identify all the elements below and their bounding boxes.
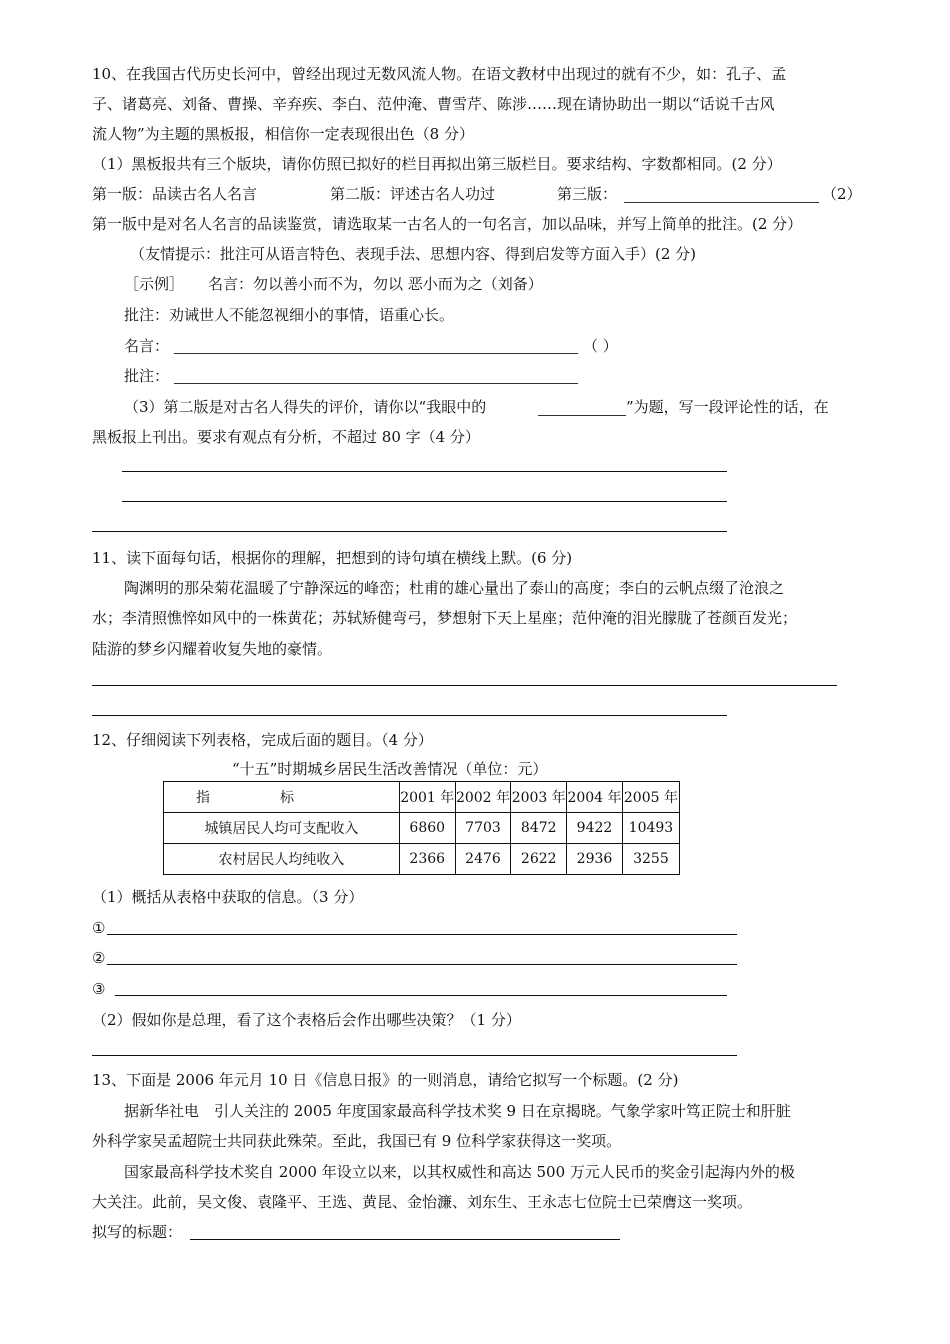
q10-answer-line-3[interactable] <box>92 531 727 532</box>
row-label-urban: 城镇居民人均可支配收入 <box>164 813 400 844</box>
q10-sub1: （1）黑板报共有三个版块，请你仿照已拟好的栏目再拟出第三版栏目。要求结构、字数都相同。(2 分） <box>92 155 782 173</box>
marker-3: ③ <box>92 980 106 998</box>
q13-paragraph-1b: 外科学家吴孟超院士共同获此殊荣。至此，我国已有 9 位科学家获得这一奖项。 <box>92 1132 622 1150</box>
q10-answer-line-2[interactable] <box>122 501 727 502</box>
headline-answer-line[interactable] <box>190 1239 620 1240</box>
q10-line-3: 流人物”为主题的黑板报，相信你一定表现很出色（8 分） <box>92 125 474 143</box>
example-tag: ［示例］ <box>124 275 185 293</box>
income-table <box>163 781 680 875</box>
q13-title: 13、下面是 2006 年元月 10 日《信息日报》的一则消息，请给它拟写一个标题。(2 分) <box>92 1071 679 1089</box>
q11-answer-line-1[interactable] <box>92 685 837 686</box>
table-header-label: 指 标 <box>164 782 400 813</box>
quote-author-paren: （ ） <box>583 337 618 355</box>
q10-sub3-end: ”为题，写一段评论性的话，在 <box>626 398 829 416</box>
q13-paragraph-2a: 国家最高科学技术奖自 2000 年设立以来，以其权威性和高达 500 万元人民币的奖金引起海内外的极 <box>124 1163 795 1181</box>
q11-answer-line-2[interactable] <box>92 715 727 716</box>
headline-label: 拟写的标题： <box>92 1223 183 1241</box>
q10-hint: （友情提示：批注可从语言特色、表现手法、思想内容、得到启发等方面入手）(2 分) <box>130 245 697 263</box>
q11-paragraph-3: 陆游的梦乡闪耀着收复失地的豪情。 <box>92 640 333 658</box>
q12-sub1: （1）概括从表格中获取的信息。（3 分） <box>92 888 364 906</box>
table-cell: 6860 <box>399 813 455 844</box>
q10-sub3-start: （3）第二版是对古名人得失的评价，请你以“我眼中的 <box>124 398 487 416</box>
marker-1: ① <box>92 919 106 937</box>
year-header: 2001 年 <box>399 782 455 813</box>
row-label-rural: 农村居民人均纯收入 <box>164 844 400 875</box>
table-cell: 8472 <box>511 813 567 844</box>
table-cell: 2936 <box>567 844 623 875</box>
q10-line-1: 10、在我国古代历史长河中，曾经出现过无数风流人物。在语文教材中出现过的就有不少，如：孔子、孟 <box>92 65 787 83</box>
table-cell: 3255 <box>622 844 679 875</box>
q10-sub2: 第一版中是对名人名言的品读鉴赏，请选取某一古名人的一句名言，加以品味，并写上简单的批注。(2 分） <box>92 215 803 233</box>
table-title: “十五”时期城乡居民生活改善情况（单位：元） <box>232 760 548 778</box>
table-row <box>164 813 680 844</box>
table-cell: 9422 <box>567 813 623 844</box>
year-header: 2002 年 <box>455 782 511 813</box>
table-cell: 10493 <box>622 813 679 844</box>
table-cell: 2622 <box>511 844 567 875</box>
year-header: 2003 年 <box>511 782 567 813</box>
q12-answer-line-1[interactable] <box>107 934 737 935</box>
board-column-3-label: 第三版： <box>557 185 618 203</box>
table-cell: 2476 <box>455 844 511 875</box>
q11-paragraph-2: 水；李清照憔悴如风中的一株黄花；苏轼矫健弯弓，梦想射下天上星座；范仲淹的泪光朦胧了苍颜百发光； <box>92 609 798 627</box>
table-cell: 2366 <box>399 844 455 875</box>
q13-paragraph-1a: 据新华社电 引人关注的 2005 年度国家最高科学技术奖 9 日在京揭晓。气象学家叶笃正院士和肝脏 <box>124 1102 791 1120</box>
q10-answer-line-1[interactable] <box>122 471 727 472</box>
q11-paragraph-1: 陶渊明的那朵菊花温暖了宁静深远的峰峦；杜甫的雄心量出了泰山的高度；李白的云帆点缀了沧浪之 <box>124 579 785 597</box>
note-answer-line[interactable] <box>174 383 578 384</box>
board-column-2: 第二版：评述古名人功过 <box>330 185 496 203</box>
board-column-1: 第一版：品读古名人名言 <box>92 185 258 203</box>
quote-answer-line[interactable] <box>174 353 578 354</box>
q11-title: 11、读下面每句话，根据你的理解，把想到的诗句填在横线上默。(6 分) <box>92 549 573 567</box>
example-note: 批注：劝诫世人不能忽视细小的事情，语重心长。 <box>124 306 455 324</box>
note-label: 批注： <box>124 367 170 385</box>
q12-decision-line[interactable] <box>92 1055 737 1056</box>
q12-title: 12、仔细阅读下列表格，完成后面的题目。（4 分） <box>92 731 433 749</box>
sub3-title-blank[interactable] <box>538 415 626 416</box>
q10-line-2: 子、诸葛亮、刘备、曹操、辛弃疾、李白、范仲淹、曹雪芹、陈涉……现在请协助出一期以“话说千古风 <box>92 95 775 113</box>
table-row <box>164 844 680 875</box>
q13-paragraph-2b: 大关注。此前，吴文俊、袁隆平、王选、黄昆、金怡濂、刘东生、王永志七位院士已荣膺这一奖项。 <box>92 1193 753 1211</box>
q12-answer-line-3[interactable] <box>115 995 727 996</box>
year-header: 2005 年 <box>622 782 679 813</box>
table-header-row <box>164 782 680 813</box>
board-column-3-tail: （2） <box>822 185 862 203</box>
q10-sub3-line-2: 黑板报上刊出。要求有观点有分析，不超过 80 字（4 分） <box>92 428 480 446</box>
quote-label: 名言： <box>124 337 170 355</box>
board-column-3-blank[interactable] <box>624 202 819 203</box>
example-quote: 名言：勿以善小而不为，勿以 恶小而为之（刘备） <box>208 275 543 293</box>
table-cell: 7703 <box>455 813 511 844</box>
year-header: 2004 年 <box>567 782 623 813</box>
q12-answer-line-2[interactable] <box>107 964 737 965</box>
marker-2: ② <box>92 949 106 967</box>
q12-sub2: （2）假如你是总理，看了这个表格后会作出哪些决策？（1 分） <box>92 1011 521 1029</box>
